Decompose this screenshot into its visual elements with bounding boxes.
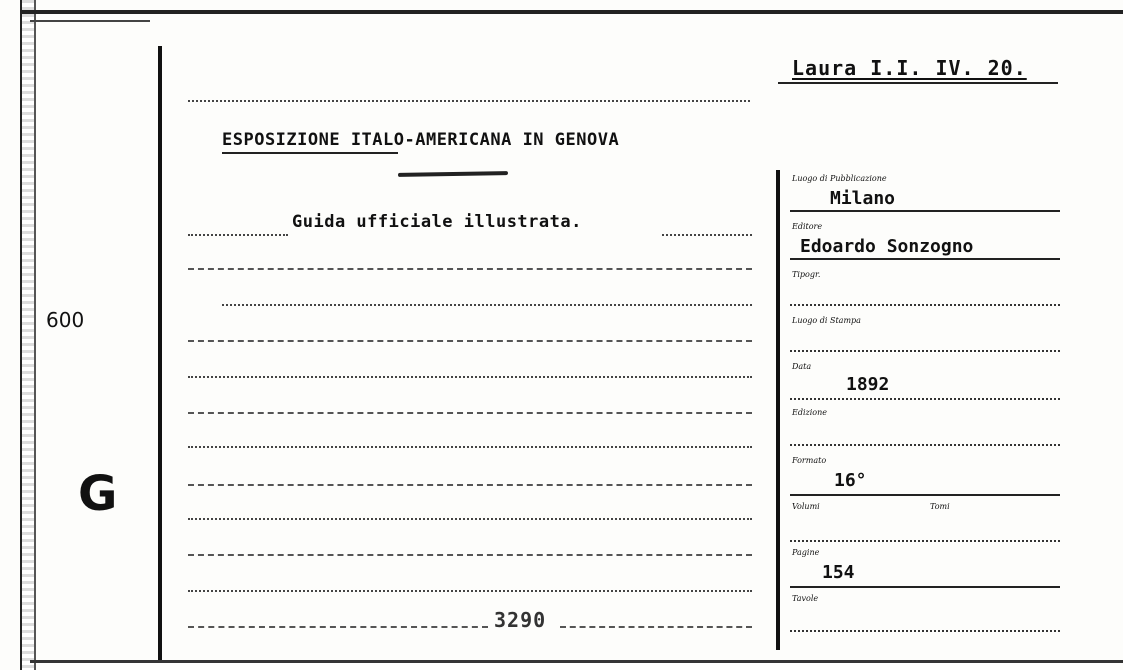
field-rule [790, 630, 1060, 632]
panel-vertical-rule [776, 170, 780, 650]
title-underline [222, 152, 398, 154]
label-pagine: Pagine [792, 548, 820, 557]
margin-letter: G [78, 466, 118, 522]
label-tomi: Tomi [930, 502, 950, 511]
label-tipografia: Tipogr. [792, 270, 821, 279]
label-edizione: Edizione [792, 408, 827, 417]
label-formato: Formato [792, 456, 827, 465]
value-pagine: 154 [822, 562, 855, 583]
ruled-line [188, 518, 752, 520]
field-rule [790, 258, 1060, 260]
label-data: Data [792, 362, 812, 371]
label-volumi: Volumi [792, 502, 820, 511]
ruled-line [188, 340, 752, 342]
ruled-line [188, 268, 752, 270]
field-rule [790, 210, 1060, 212]
card-top-edge-mark [30, 20, 150, 22]
card-top-edge [20, 10, 1123, 14]
value-data: 1892 [846, 374, 890, 395]
ruled-line [188, 234, 288, 236]
margin-number: 600 [46, 308, 85, 332]
subtitle: Guida ufficiale illustrata. [292, 212, 582, 232]
field-rule [790, 350, 1060, 352]
ruled-line [188, 376, 752, 378]
ruled-line [188, 590, 752, 592]
ruled-line [188, 626, 488, 628]
ruled-line [662, 234, 752, 236]
field-rule [790, 398, 1060, 400]
shelfmark: Laura I.I. IV. 20. [792, 56, 1027, 80]
value-editore: Edoardo Sonzogno [800, 236, 974, 257]
value-formato: 16° [834, 470, 867, 491]
ruled-line [560, 626, 752, 628]
label-editore: Editore [792, 222, 823, 231]
title-flourish [398, 171, 508, 177]
ruled-line [188, 100, 750, 102]
field-rule [790, 494, 1060, 496]
accession-number: 3290 [494, 608, 547, 632]
ruled-line [188, 412, 752, 414]
main-vertical-rule [158, 46, 162, 660]
value-luogo-pubblicazione: Milano [830, 188, 896, 209]
card-left-edge [20, 0, 36, 670]
ruled-line [188, 484, 752, 486]
ruled-line [188, 446, 752, 448]
label-luogo-pubblicazione: Luogo di Pubblicazione [792, 174, 887, 183]
field-rule [790, 444, 1060, 446]
label-tavole: Tavole [792, 594, 819, 603]
field-rule [790, 304, 1060, 306]
ruled-line [188, 554, 752, 556]
ruled-line [222, 304, 752, 306]
shelfmark-rule [778, 82, 1058, 84]
card-bottom-edge [30, 660, 1123, 663]
label-luogo-stampa: Luogo di Stampa [792, 316, 861, 325]
title: ESPOSIZIONE ITALO-AMERICANA IN GENOVA [222, 130, 620, 150]
field-rule [790, 586, 1060, 588]
field-rule [790, 540, 1060, 542]
